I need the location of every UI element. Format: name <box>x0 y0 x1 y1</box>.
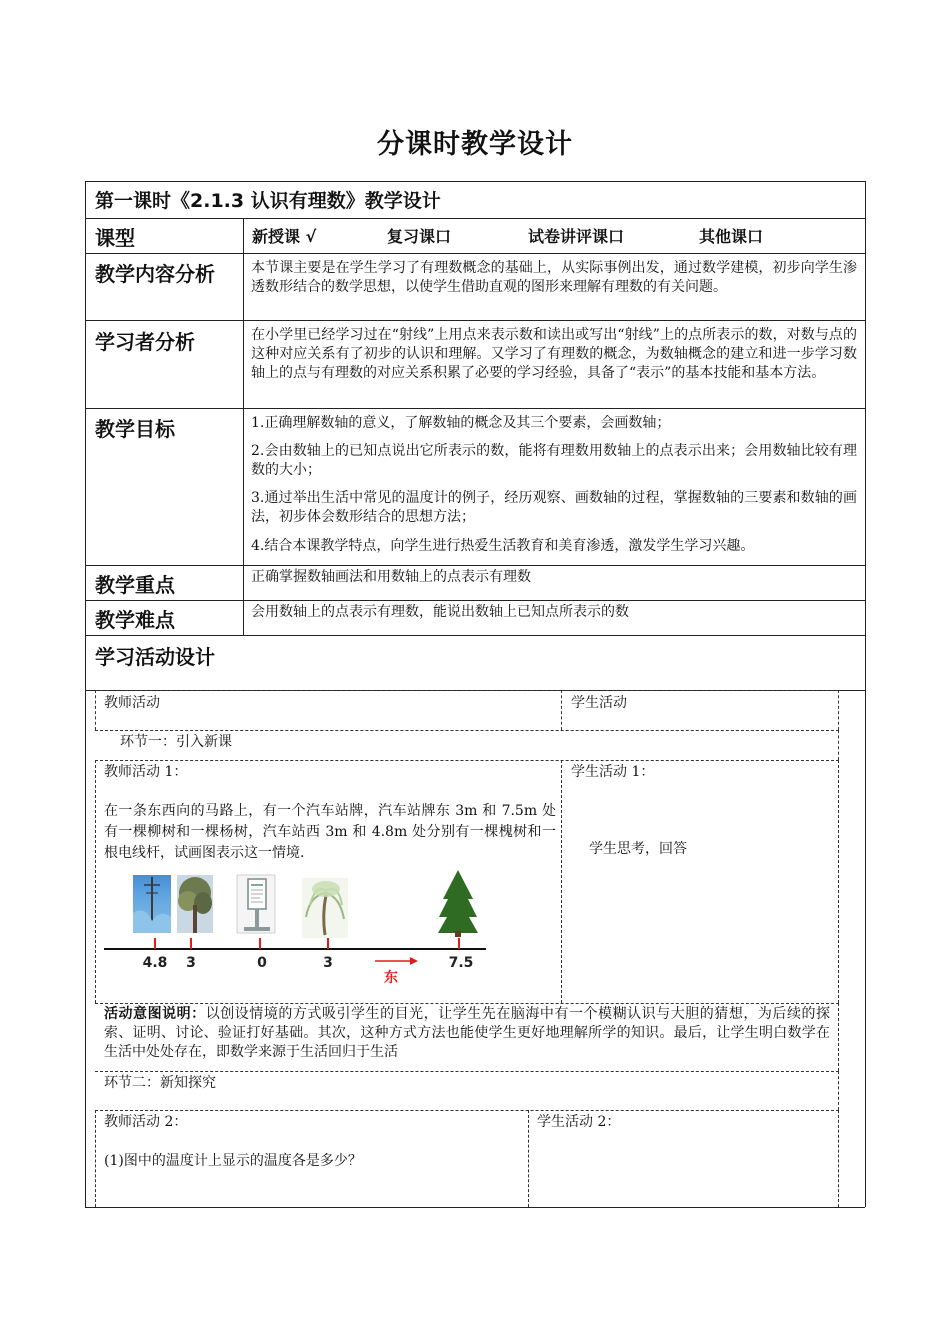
student-activity-1-text: 学生思考，回答 <box>589 841 687 857</box>
electric-pole-image <box>133 875 171 933</box>
poplar-tree-image <box>438 870 478 937</box>
student-activity-header: 学生活动 <box>571 695 627 711</box>
locust-tree-image <box>177 875 213 933</box>
content-analysis-text: 本节课主要是在学生学习了有理数概念的基础上，从实际事例出发，通过数学建模，初步向学生渗透数形结合的数学思想，以使学生借助直观的图形来理解有理数的有关问题。 <box>251 260 857 295</box>
lesson-title: 第一课时《2.1.3 认识有理数》教学设计 <box>95 190 441 212</box>
bus-stop-sign-image <box>237 875 275 933</box>
teacher-activity-1-text: 在一条东西向的马路上，有一个汽车站牌，汽车站牌东 3m 和 7.5m 处有一棵柳树和一棵杨树，汽车站西 3m 和 4.8m 处分别有一棵槐树和一根电线杆，试画图表示这一情境. <box>104 803 556 861</box>
tick-label-west-3: 3 <box>186 955 196 971</box>
teacher-activity-2-question: (1)图中的温度计上显示的温度各是多少？ <box>104 1153 362 1169</box>
teacher-activity-2-label: 教师活动 2： <box>104 1114 188 1130</box>
course-type-review: 复习课口 <box>387 227 452 246</box>
section2-title: 环节二：新知探究 <box>104 1075 216 1091</box>
east-arrow-icon <box>375 957 418 965</box>
teacher-activity-1-label: 教师活动 1： <box>104 764 188 780</box>
tick-label-origin: 0 <box>257 955 267 971</box>
objective-item-1: 1.正确理解数轴的意义，了解数轴的概念及其三个要素，会画数轴； <box>251 415 671 431</box>
activity-intent-text: 以创设情境的方式吸引学生的目光，让学生先在脑海中有一个模糊认识与大胆的猜想，为后续的探索、证明、讨论、验证打好基础。其次，这种方式方法也能使学生更好地理解所学的知识。最后，让学生明白数学在生活中处处存在，即数学来源于生活回归于生活 <box>104 1006 831 1060</box>
key-points-text: 正确掌握数轴画法和用数轴上的点表示有理数 <box>251 569 531 585</box>
section1-title: 环节一：引入新课 <box>120 734 232 750</box>
student-activity-2-label: 学生活动 2： <box>537 1114 621 1130</box>
course-type-other: 其他课口 <box>699 227 764 246</box>
objectives-label: 教学目标 <box>95 417 175 441</box>
road-number-line-figure <box>100 865 500 990</box>
key-points-label: 教学重点 <box>95 573 175 597</box>
teacher-activity-header: 教师活动 <box>104 695 160 711</box>
direction-label-east: 东 <box>384 970 398 986</box>
page-title: 分课时教学设计 <box>377 129 573 160</box>
tick-label-east-7-5: 7.5 <box>448 955 474 971</box>
objective-item-2: 2.会由数轴上的已知点说出它所表示的数，能将有理数用数轴上的点表示出来；会用数轴比较有理数的大小； <box>251 443 857 478</box>
tick-label-east-3: 3 <box>323 955 333 971</box>
difficulties-text: 会用数轴上的点表示有理数，能说出数轴上已知点所表示的数 <box>251 604 629 620</box>
course-type-exam-review: 试卷讲评课口 <box>528 227 625 246</box>
course-type-label: 课型 <box>95 226 135 250</box>
objective-item-3: 3.通过举出生活中常见的温度计的例子，经历观察、画数轴的过程，掌握数轴的三要素和数轴的画法，初步体会数形结合的思想方法； <box>251 490 857 525</box>
learner-analysis-label: 学习者分析 <box>95 330 195 354</box>
student-activity-1-label: 学生活动 1： <box>571 764 655 780</box>
activity-design-label: 学习活动设计 <box>95 645 215 669</box>
willow-tree-image <box>302 878 348 938</box>
difficulties-label: 教学难点 <box>95 608 175 632</box>
tick-label-west-4-8: 4.8 <box>142 955 168 971</box>
objective-item-4: 4.结合本课教学特点，向学生进行热爱生活教育和美育渗透，激发学生学习兴趣。 <box>251 538 755 554</box>
learner-analysis-text: 在小学里已经学习过在“射线”上用点来表示数和读出或写出“射线”上的点所表示的数，对数与点的这种对应关系有了初步的认识和理解。又学习了有理数的概念，为数轴概念的建立和进一步学习数轴上的点与有理数的对应关系积累了必要的学习经验，具备了“表示”的基本技能和基本方法。 <box>251 327 857 381</box>
course-type-new: 新授课 √ <box>252 227 317 246</box>
content-analysis-label: 教学内容分析 <box>95 262 215 286</box>
activity-intent <box>104 1005 830 1062</box>
course-type-options <box>0 224 950 246</box>
activity-intent-label: 活动意图说明： <box>104 1006 206 1022</box>
